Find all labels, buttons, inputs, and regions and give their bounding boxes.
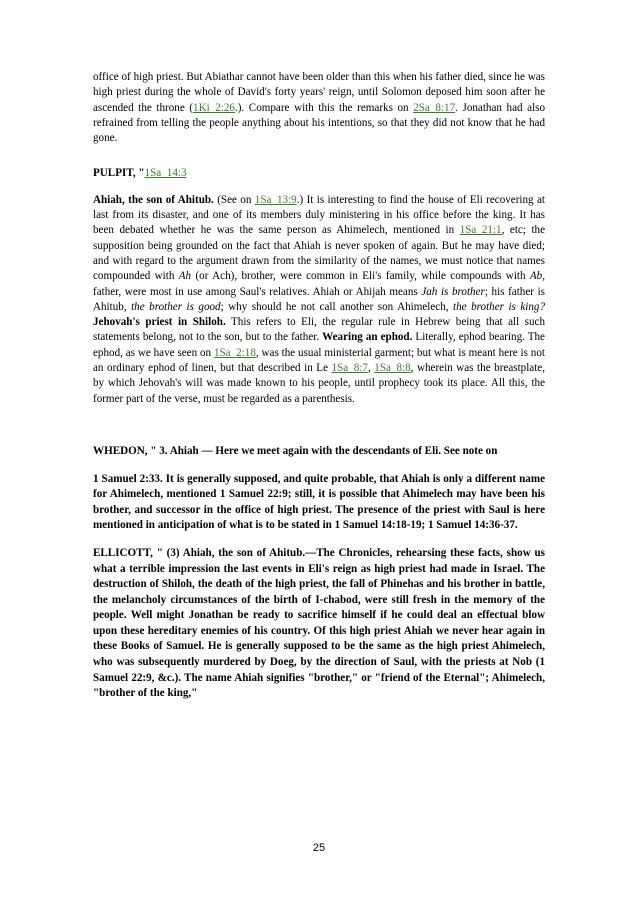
spacer bbox=[93, 146, 545, 166]
pulpit-heading bbox=[93, 166, 545, 181]
italic-phrase: Ah bbox=[178, 270, 192, 283]
text-run: . Jonathan had also refrained from telling the people anything about his intentions, so that they did not know that he had gone. bbox=[93, 101, 546, 145]
text-run: , was the usual ministerial garment; but what is meant here is not an ordinary ephod of linen, but that described in Le bbox=[93, 346, 545, 375]
scripture-link[interactable]: 1Sa_2:18 bbox=[213, 346, 256, 359]
scripture-link[interactable]: 1Sa_8:8 bbox=[374, 362, 411, 375]
scripture-link[interactable]: 1Ki_2:26 bbox=[193, 101, 235, 114]
scripture-link[interactable]: 1Sa_14:3 bbox=[144, 167, 187, 180]
whedon-section bbox=[93, 444, 545, 702]
italic-phrase: Jah is brother bbox=[421, 285, 485, 298]
paragraph-abiathar bbox=[93, 70, 545, 146]
spacer bbox=[93, 182, 545, 193]
text-run: , father, were most in use among Saul's relatives. Ahiah or Ahijah means bbox=[93, 270, 546, 298]
spacer bbox=[93, 534, 545, 546]
spacer bbox=[93, 407, 545, 444]
page-number: 25 bbox=[312, 842, 326, 854]
heading-text: PULPIT, " bbox=[93, 167, 145, 180]
text-run: ; his father is Ahitub, bbox=[93, 285, 545, 313]
text-run: , wherein was the breastplate, by which Jehovah's will was made known to his people, until prophecy took its place. All this, the former part of the verse, must be regarded as a parenthesis. bbox=[93, 362, 545, 405]
text-run: This refers to Eli, the regular rule in Hebrew being that all such statements belong, not to the son, but to the father. bbox=[93, 316, 546, 344]
bold-phrase: Wearing an ephod. bbox=[322, 331, 413, 344]
bold-phrase: Ahiah, the son of Ahitub. bbox=[93, 193, 214, 206]
scripture-link[interactable]: 1Sa_13:9 bbox=[254, 193, 297, 206]
text-run: .). Compare with this the remarks on bbox=[234, 101, 414, 114]
text-run: (or Ach), brother, were common in Eli's family, while compounds with bbox=[191, 270, 530, 283]
paragraph-pulpit bbox=[93, 193, 545, 407]
spacer bbox=[93, 460, 545, 472]
text-run: , etc; the supposition being grounded on the fact that Ahiah is never spoken of again. But he may have died; and with regard to the argument drawn from the similarity of the names, we must notice that names compounded with bbox=[93, 224, 546, 283]
text-run: Literally, ephod bearing. The ephod, as we have seen on bbox=[93, 331, 545, 359]
italic-phrase: the brother is good bbox=[131, 300, 221, 313]
italic-phrase: the brother is king? bbox=[453, 300, 545, 313]
bold-phrase: Jehovah's priest in Shiloh. bbox=[93, 316, 226, 329]
ellicott-body: ELLICOTT, " (3) Ahiah, the son of Ahitub.—The Chronicles, rehearsing these facts, show us what a terrible impression the last events in Eli's reign as high priest had made in Israel. The destruction of Shiloh, the death of the high priest, the fall of Phinehas and his brother in battle, the melancholy circumstances of the birth of I-chabod, were still fresh in the memory of the people. Well might Jonathan be ready to sacrifice himself if he could deal an effectual blow upon these hereditary enemies of his country. Of this high priest Ahiah we never hear again in these Books of Samuel. He is generally supposed to be the same as the high priest Ahimelech, who was subsequently murdered by Doeg, by the direction of Saul, with the priests at Nob (1 Samuel 22:9, &c.). The name Ahiah signifies "brother," or "friend of the Eternal"; Ahimelech, "brother of the king," bbox=[93, 546, 545, 700]
scripture-link[interactable]: 1Sa_8:7 bbox=[331, 362, 368, 375]
text-run: (See on bbox=[213, 193, 255, 206]
whedon-heading: WHEDON, " 3. Ahiah — Here we meet again with the descendants of Eli. See note on bbox=[93, 444, 498, 457]
text-run: ; why should he not call another son Ahimelech, bbox=[220, 300, 454, 313]
scripture-link[interactable]: 1Sa_21:1 bbox=[459, 224, 502, 237]
text-run: office of high priest. But Abiathar cannot have been older than this when his father died, since he was high priest during the whole of David's forty years' reign, until Solomon deposed him soon after he ascended the throne ( bbox=[93, 71, 545, 114]
whedon-body: 1 Samuel 2:33. It is generally supposed, and quite probable, that Ahiah is only a different name for Ahimelech, mentioned 1 Samuel 22:9; still, it is possible that Ahimelech may have been his brother, and successor in the office of high priest. The presence of the priest with Saul is here mentioned in anticipation of what is to be stated in 1 Samuel 14:18-19; 1 Samuel 14:36-37. bbox=[93, 472, 545, 532]
scripture-link[interactable]: 2Sa_8:17 bbox=[413, 101, 456, 114]
text-run: .) It is interesting to find the house of Eli recovering at last from its disaster, and one of its members duly ministering in his office before the king. It has been debated whether he was the same person as Ahimelech, mentioned in bbox=[93, 193, 545, 237]
text-run: , bbox=[367, 362, 375, 375]
document-page bbox=[93, 70, 545, 702]
italic-phrase: Ab bbox=[529, 270, 543, 283]
